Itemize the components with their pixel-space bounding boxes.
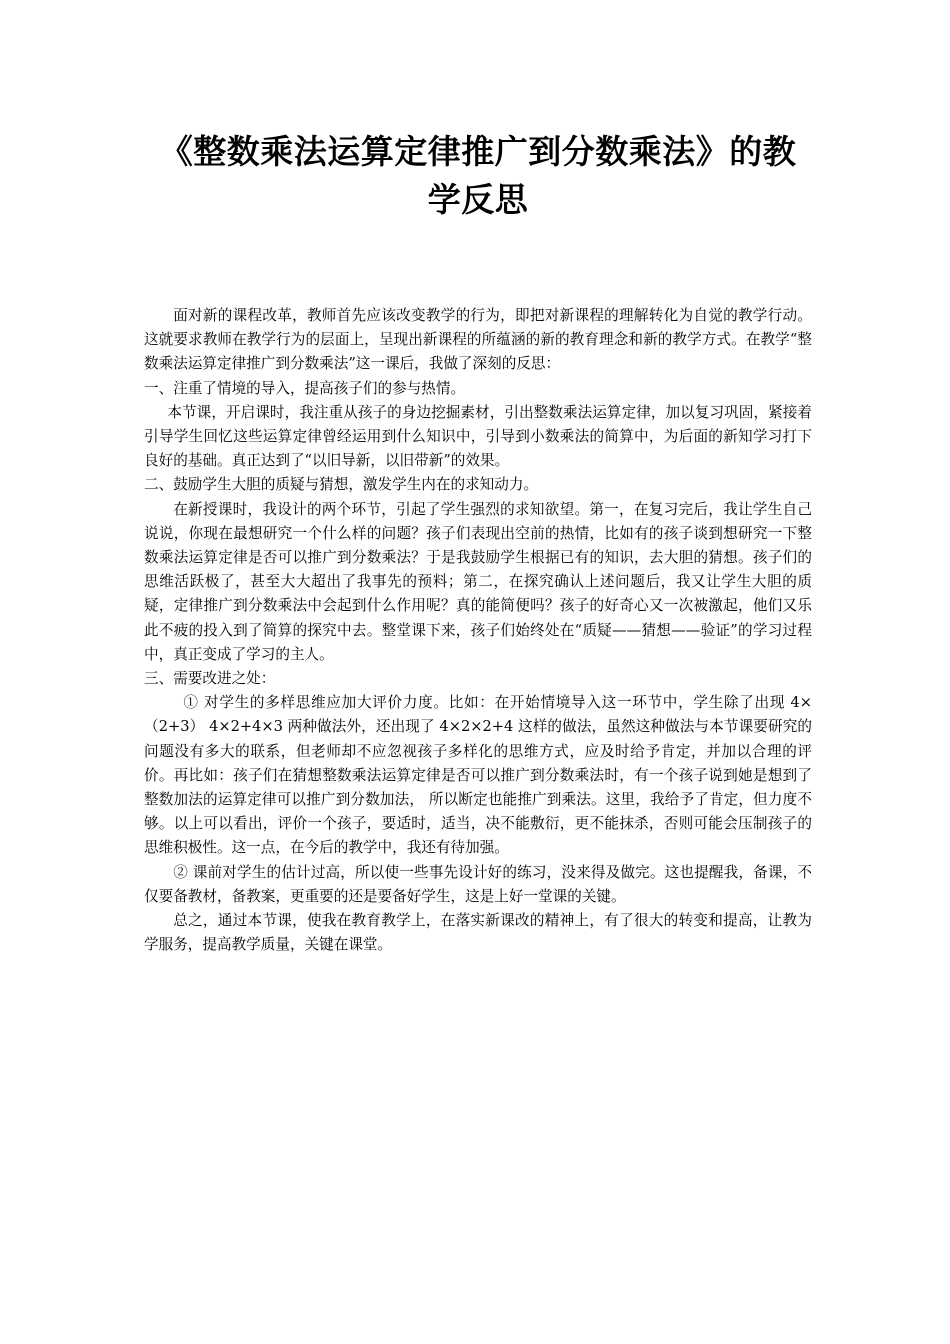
document-title: 《整数乘法运算定律推广到分数乘法》的教学反思 — [159, 132, 797, 219]
section-heading-1: 一、注重了情境的导入，提高孩子们的参与热情。 — [144, 379, 466, 397]
section-heading-3: 三、需要改进之处： — [144, 670, 276, 688]
paragraph-section-1: 本节课，开启课时，我注重从孩子的身边挖掘素材，引出整数乘法运算定律，加以复习巩固，紧接着引导学生回忆这些运算定律曾经运用到什么知识中，引导到小数乘法的简算中，为后面的新知学习打下良好的基础。真正达到了“以旧导新，以旧带新”的效果。 — [144, 403, 812, 470]
document-page — [144, 128, 812, 957]
document-body — [144, 304, 812, 957]
paragraph-improvement-2: ② 课前对学生的估计过高，所以使一些事先设计好的练习，没来得及做完。这也提醒我，备课，不仅要备教材，备教案，更重要的还是要备好学生，这是上好一堂课的关键。 — [144, 863, 812, 905]
paragraph-conclusion: 总之，通过本节课，使我在教育教学上，在落实新课改的精神上，有了很大的转变和提高，让教为学服务，提高教学质量，关键在课堂。 — [144, 912, 812, 954]
paragraph-intro: 面对新的课程改革，教师首先应该改变教学的行为，即把对新课程的理解转化为自觉的教学行动。这就要求教师在教学行为的层面上，呈现出新课程的所蕴涵的新的教育理念和新的教学方式。在教学“整数乘法运算定律推广到分数乘法”这一课后，我做了深刻的反思： — [144, 307, 812, 373]
paragraph-section-2: 在新授课时，我设计的两个环节，引起了学生强烈的求知欲望。第一，在复习完后，我让学生自己说说，你现在最想研究一个什么样的问题？孩子们表现出空前的热情，比如有的孩子谈到想研究一下整数乘法运算定律是否可以推广到分数乘法？于是我鼓励学生根据已有的知识，去大胆的猜想。孩子们的思维活跃极了，甚至大大超出了我事先的预料；第二，在探究确认上述问题后，我又让学生大胆的质疑，定律推广到分数乘法中会起到什么作用呢？真的能简便吗？孩子的好奇心又一次被激起，他们又乐此不疲的投入到了简算的探究中去。整堂课下来，孩子们始终处在“质疑——猜想——验证”的学习过程中，真正变成了学习的主人。 — [144, 500, 812, 663]
paragraph-improvement-1: ① 对学生的多样思维应加大评价力度。比如：在开始情境导入这一环节中，学生除了出现 4×（2+3） 4×2+4×3 两种做法外，还出现了 4×2×2+4 这样的做法，虽然这种做法与本节课要研究的问题没有多大的联系，但老师却不应忽视孩子多样化的思维方式，应及时给予肯定，并加以合理的评价。再比如：孩子们在猜想整数乘法运算定律是否可以推广到分数乘法时，有一个孩子说到她是想到了整数加法的运算定律可以推广到分数加法， 所以断定也能推广到乘法。这里，我给予了肯定，但力度不够。以上可以看出，评价一个孩子，要适时，适当，决不能敷衍，更不能抹杀，否则可能会压制孩子的思维积极性。这一点，在今后的教学中，我还有待加强。 — [144, 694, 812, 857]
section-heading-2: 二、鼓励学生大胆的质疑与猜想，激发学生内在的求知动力。 — [144, 476, 539, 494]
